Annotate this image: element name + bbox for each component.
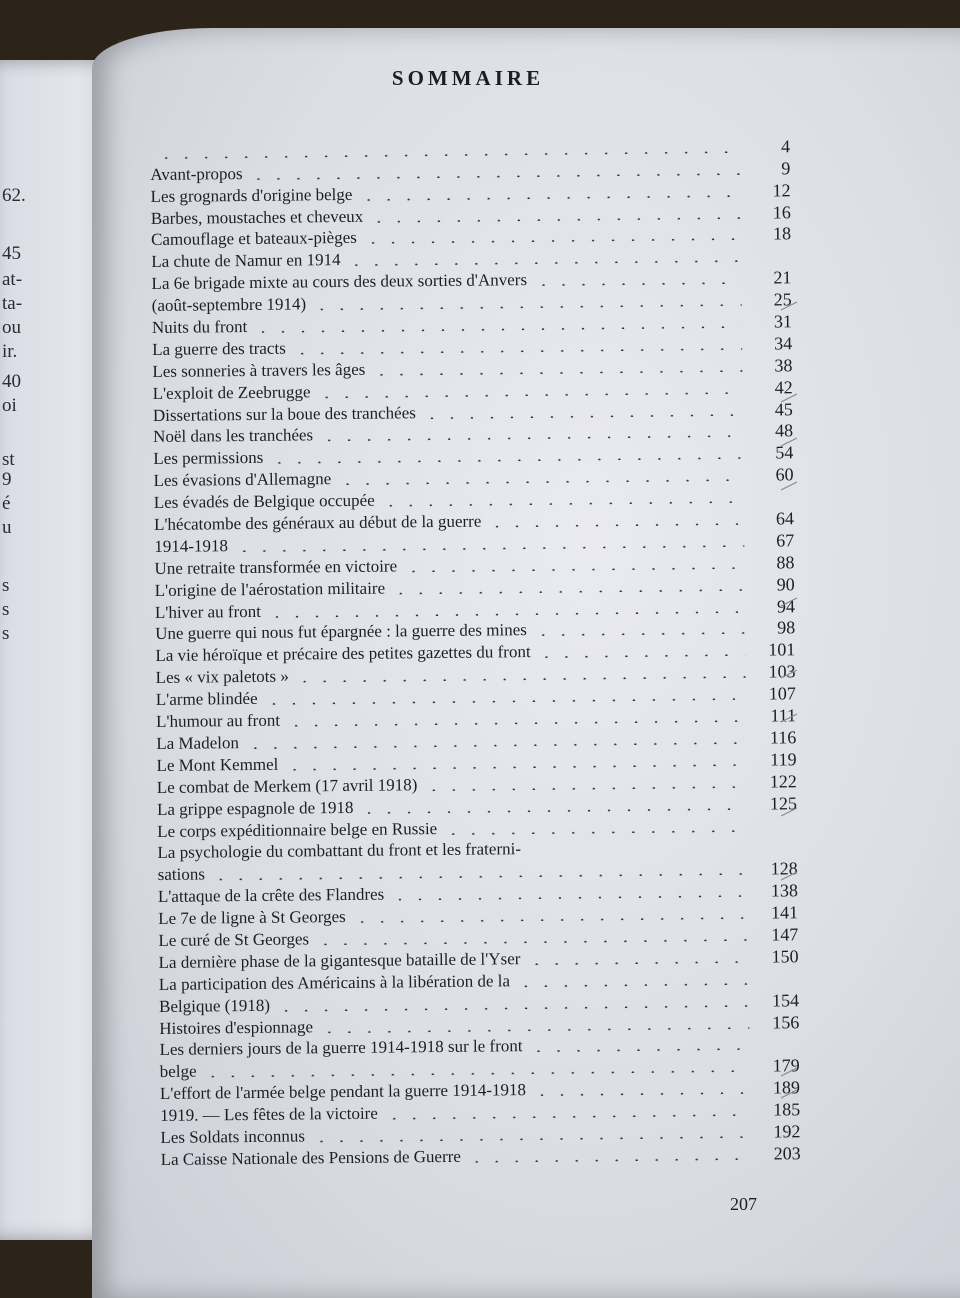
toc-leader-dots bbox=[516, 983, 749, 987]
toc-entry-title: La chute de Namur en 1914 bbox=[151, 250, 341, 272]
left-page-text: 40 bbox=[2, 371, 21, 392]
toc-entry-page: 4 bbox=[780, 136, 791, 157]
toc-entry-page: 98 bbox=[777, 617, 796, 638]
toc-entry-title: La vie héroïque et précaire des petites gazettes du front bbox=[155, 642, 531, 666]
toc-entry-page: 42 bbox=[774, 376, 793, 398]
left-page-text: ir. bbox=[2, 341, 18, 362]
toc-entry-title: Les sonneries à travers les âges bbox=[152, 359, 366, 381]
toc-entry-title: Camouflage et bateaux-pièges bbox=[150, 228, 357, 250]
left-page-text: 45 bbox=[2, 243, 21, 264]
pencil-tick-icon bbox=[780, 806, 798, 818]
toc-entry-page: 54 bbox=[775, 442, 794, 463]
toc-entry-page: 31 bbox=[773, 311, 793, 332]
toc-entry-page: 185 bbox=[773, 1099, 801, 1120]
toc-entry-page: 67 bbox=[776, 530, 795, 551]
pencil-tick-icon bbox=[780, 300, 798, 312]
pencil-tick-marks bbox=[780, 140, 820, 1140]
page-number: 207 bbox=[730, 1194, 757, 1214]
pencil-tick-icon bbox=[780, 1066, 798, 1078]
toc-entry-page: 60 bbox=[775, 464, 794, 485]
toc-entry-title: Les grognards d'origine belge bbox=[150, 184, 353, 206]
toc-entry-title: Nuits du front bbox=[151, 317, 248, 338]
left-page-text: at- bbox=[2, 269, 23, 290]
toc-entry-title: Barbes, moustaches et cheveux bbox=[150, 206, 364, 228]
toc-entry-title: sations bbox=[157, 864, 206, 885]
toc-entry-page: 116 bbox=[769, 727, 797, 748]
toc-entry-page: 111 bbox=[770, 705, 797, 726]
toc-entry-title: L'exploit de Zeebrugge bbox=[152, 382, 311, 403]
toc-entry-page: 179 bbox=[772, 1055, 800, 1076]
toc-entry-page: 203 bbox=[773, 1143, 801, 1164]
left-page-text: 9 bbox=[2, 469, 12, 490]
toc-entry-title: La Caisse Nationale des Pensions de Guerre bbox=[160, 1146, 462, 1169]
toc-entry-title: L'attaque de la crête des Flandres bbox=[157, 884, 385, 907]
toc-leader-dots bbox=[526, 961, 748, 965]
toc-entry-page: 45 bbox=[774, 398, 793, 420]
toc-entry-title: (août-septembre 1914) bbox=[151, 294, 307, 316]
toc-entry-title: Dissertations sur la boue des tranchées bbox=[152, 402, 416, 425]
toc-entry-page: 141 bbox=[771, 902, 799, 923]
toc-entry-page: 25 bbox=[773, 289, 792, 310]
left-page-text: ou bbox=[2, 317, 21, 338]
toc-entry-title: La psychologie du combattant du front et les fraterni- bbox=[157, 839, 522, 863]
page-title: SOMMAIRE bbox=[391, 66, 545, 90]
pencil-tick-icon bbox=[780, 712, 798, 724]
toc-entry-page: 64 bbox=[775, 508, 795, 529]
toc-leader-dots bbox=[529, 1048, 750, 1052]
pencil-tick-icon bbox=[780, 1088, 798, 1100]
left-page-text: 62. bbox=[2, 185, 26, 206]
toc-leader-dots bbox=[532, 1092, 750, 1096]
toc-entry-title: L'arme blindée bbox=[155, 689, 258, 710]
toc-entry-page: 21 bbox=[773, 267, 792, 288]
pencil-tick-icon bbox=[780, 596, 798, 608]
left-page-text: ta- bbox=[2, 293, 23, 314]
toc-entry-page: 34 bbox=[774, 333, 793, 354]
toc-entry-page: 18 bbox=[772, 223, 792, 244]
toc-entry-page: 154 bbox=[771, 989, 800, 1011]
toc-entry-title: La dernière phase de la gigantesque bataille de l'Yser bbox=[158, 949, 521, 972]
left-page-text: st bbox=[2, 449, 15, 470]
toc-entry-title: L'humour au front bbox=[155, 710, 281, 732]
toc-leader-dots bbox=[527, 851, 748, 855]
toc-entry-title: Le 7e de ligne à St Georges bbox=[158, 907, 346, 929]
toc-entry-title: 1919. — Les fêtes de la victoire bbox=[160, 1103, 378, 1126]
toc-entry-page: 38 bbox=[774, 355, 793, 376]
toc-entry-title: L'effort de l'armée belge pendant la guerre 1914-1918 bbox=[159, 1080, 527, 1104]
pencil-tick-icon bbox=[780, 436, 798, 448]
toc-entry-title: La grippe espagnole de 1918 bbox=[156, 797, 354, 819]
toc-entry-title: La participation des Américains à la libération de la bbox=[158, 971, 511, 994]
toc-entry-page: 88 bbox=[776, 552, 795, 573]
toc-entry-title: Les permissions bbox=[153, 448, 264, 469]
toc-entry-title: La guerre des tracts bbox=[152, 338, 286, 359]
toc-entry-page: 12 bbox=[772, 179, 791, 201]
toc-entry-title: La Madelon bbox=[156, 733, 240, 753]
toc-entry-title: Histoires d'espionnage bbox=[159, 1016, 314, 1038]
toc-entry-title: belge bbox=[159, 1061, 197, 1082]
pencil-tick-icon bbox=[780, 870, 798, 882]
toc-entry-page: 150 bbox=[771, 946, 799, 967]
toc-entry-page: 16 bbox=[772, 201, 791, 223]
pencil-tick-icon bbox=[780, 480, 798, 492]
toc-entry-page: 147 bbox=[771, 924, 799, 945]
toc-leader-dots bbox=[533, 632, 745, 636]
left-page-text: u bbox=[2, 517, 12, 538]
toc-entry-page: 101 bbox=[768, 639, 796, 660]
toc-entry-page: 138 bbox=[770, 880, 798, 901]
toc-entry-title: Les évadés de Belgique occupée bbox=[153, 490, 375, 513]
toc-entry-title: Noël dans les tranchées bbox=[153, 425, 314, 447]
toc-leader-dots bbox=[443, 829, 747, 834]
toc-entry-page: 192 bbox=[773, 1121, 801, 1142]
toc-entry-title: Une retraite transformée en victoire bbox=[154, 556, 398, 578]
pencil-tick-icon bbox=[780, 392, 798, 404]
toc-entry-title: Les Soldats inconnus bbox=[160, 1126, 306, 1147]
toc-leader-dots bbox=[533, 282, 741, 286]
toc-entry-title: L'hiver au front bbox=[154, 601, 262, 622]
toc-entry-title: Le corps expéditionnaire belge en Russie bbox=[157, 818, 438, 841]
toc-entry-title: Le combat de Merkem (17 avril 1918) bbox=[156, 774, 418, 797]
toc-entry-title: Les évasions d'Allemagne bbox=[153, 469, 332, 491]
left-page-text: oi bbox=[2, 395, 17, 416]
toc-leader-dots bbox=[537, 654, 746, 658]
toc-leader-dots bbox=[467, 1158, 751, 1163]
toc-entry-title: Les derniers jours de la guerre 1914-1918 sur le front bbox=[159, 1036, 523, 1060]
toc-entry-page: 125 bbox=[769, 792, 798, 814]
left-page-text: s bbox=[2, 623, 10, 644]
toc-entry-title: L'hécatombe des généraux au début de la guerre bbox=[153, 511, 482, 535]
toc-entry-page: 90 bbox=[776, 573, 795, 595]
toc-entry-title: Belgique (1918) bbox=[158, 995, 271, 1016]
toc-entry-title: Avant-propos bbox=[150, 163, 243, 184]
pencil-tick-icon bbox=[780, 668, 798, 680]
toc-entry-page: 128 bbox=[770, 858, 798, 879]
toc-entry-page: 9 bbox=[781, 158, 791, 179]
toc-entry-title: Une guerre qui nous fut épargnée : la guerre des mines bbox=[155, 620, 527, 644]
toc-entry-page: 156 bbox=[772, 1011, 800, 1033]
left-page-text: s bbox=[2, 599, 10, 620]
left-page-text: s bbox=[2, 575, 10, 596]
toc-entry-title: La 6e brigade mixte au cours des deux sorties d'Anvers bbox=[151, 270, 528, 294]
toc-entry-page: 107 bbox=[768, 683, 796, 704]
toc-entry-page: 189 bbox=[772, 1077, 801, 1098]
toc-entry-title: Les « vix paletots » bbox=[155, 666, 289, 688]
toc-entry-title: Le Mont Kemmel bbox=[156, 754, 279, 775]
toc-entry-page: 122 bbox=[769, 770, 797, 792]
table-of-contents bbox=[150, 133, 801, 1169]
toc-entry-title: L'origine de l'aérostation militaire bbox=[154, 578, 386, 600]
toc-entry-title: Le curé de St Georges bbox=[158, 929, 310, 950]
toc-entry-title: 1914-1918 bbox=[154, 536, 229, 556]
left-page-text: é bbox=[2, 493, 11, 514]
toc-entry-page: 103 bbox=[768, 661, 796, 682]
toc-entry-page: 48 bbox=[774, 420, 794, 441]
toc-leader-dots bbox=[487, 523, 744, 528]
toc-entry-page: 94 bbox=[776, 595, 796, 617]
toc-entry-page: 119 bbox=[770, 749, 797, 770]
